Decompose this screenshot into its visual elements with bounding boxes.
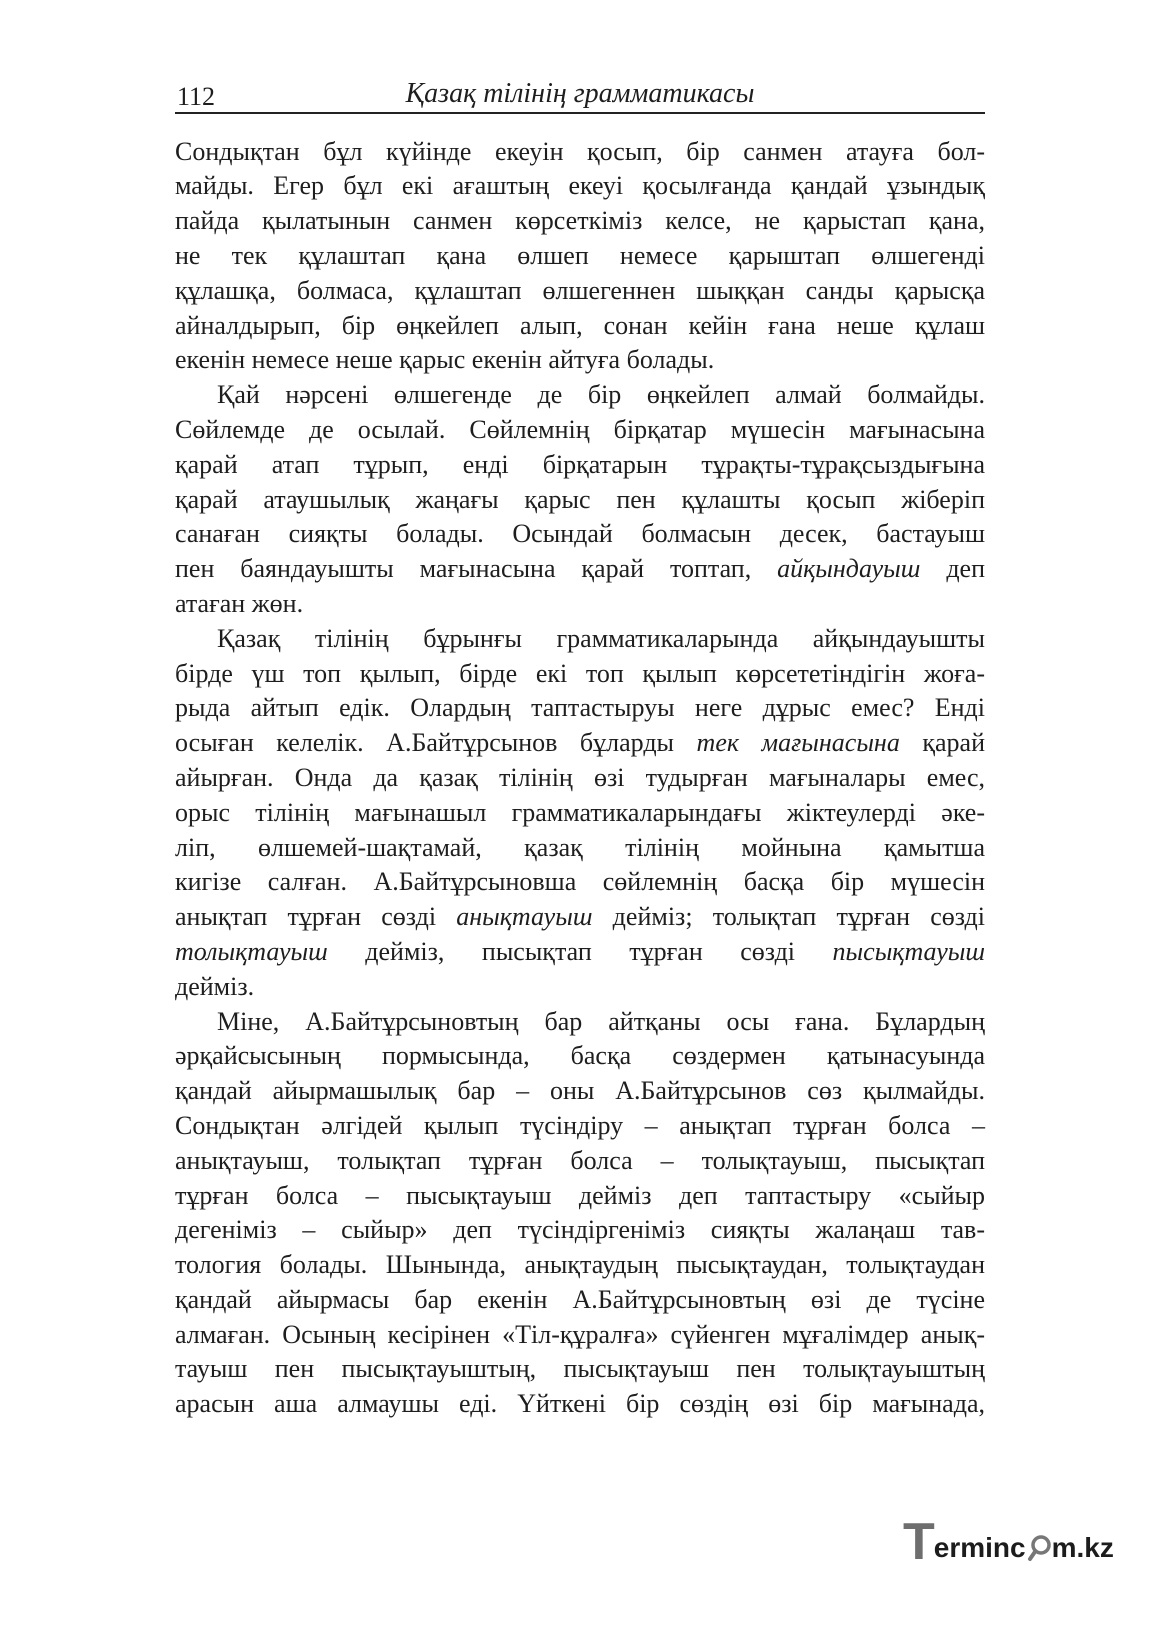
text-line: Сөйлемде де осылай. Сөйлемнің бірқатар мүшесін мағынасына [175, 414, 985, 444]
text-line: Міне, А.Байтұрсыновтың бар айтқаны осы ғана. Бұлардың [217, 1006, 985, 1036]
magnifier-icon [1027, 1533, 1051, 1568]
text-line: Қай нәрсені өлшегенде де бір өңкейлеп алмай болмайды. [217, 380, 985, 410]
text-line: Сондықтан әлгідей қылып түсіндіру – анықтап тұрған болса – [175, 1110, 985, 1140]
text-segment: осыған келелік. А.Байтұрсынов бұларды [175, 728, 697, 758]
text-line: не тек құлаштап қана өлшеп немесе қарыштап өлшегенді [175, 240, 985, 270]
emphasis-text: пысықтауыш [832, 936, 985, 966]
text-line: дейміз. [175, 971, 255, 1001]
text-line: кигізе салған. А.Байтұрсыновша сөйлемнің басқа бір мүшесін [175, 867, 985, 897]
text-line: арасын аша алмаушы еді. Үйткені бір сөздің өзі бір мағынада, [175, 1389, 985, 1419]
page-number: 112 [177, 82, 216, 111]
text-segment: қарай [899, 728, 985, 758]
text-line: тұрған болса – пысықтауыш дейміз деп таптастыру «сыйыр [175, 1180, 985, 1210]
emphasis-text: тек мағынасына [696, 728, 900, 758]
text-line: Қазақ тілінің бұрынғы грамматикаларында айқындауышты [217, 623, 985, 653]
text-line: бірде үш топ қылып, бірде екі топ қылып көрсететіндігін жоға- [175, 658, 985, 688]
text-line: Сондықтан бұл күйінде екеуін қосып, бір санмен атауға бол- [175, 136, 985, 166]
text-line: айырған. Онда да қазақ тілінің өзі тудырған мағыналары емес, [175, 762, 985, 792]
logo-domain: m.kz [1051, 1532, 1114, 1563]
watermark-logo [903, 1508, 1114, 1571]
paragraph [175, 622, 985, 1005]
paragraph [175, 135, 985, 379]
emphasis-text: анықтауыш [456, 902, 593, 932]
text-line: айналдырып, бір өңкейлеп алып, сонан кейін ғана неше құлаш [175, 310, 985, 340]
text-line [175, 726, 985, 761]
text-segment: анықтап тұрған сөзді [175, 902, 457, 932]
text-line: дегеніміз – сыйыр» деп түсіндіргеніміз сияқты жалаңаш тав- [175, 1215, 985, 1245]
text-line: майды. Егер бұл екі ағаштың екеуі қосылғанда қандай ұзындық [175, 171, 985, 201]
text-line: атаған жөн. [175, 588, 304, 618]
running-title: Қазақ тілінің грамматикасы [405, 78, 755, 109]
text-line: тология болады. Шынында, анықтаудың пысықтаудан, толықтаудан [175, 1250, 985, 1280]
text-line: ліп, өлшемей-шақтамай, қазақ тілінің мойнына қамытша [175, 832, 985, 862]
logo-text: erminc [933, 1532, 1026, 1563]
text-segment: дейміз, пысықтап тұрған сөзді [327, 936, 833, 966]
text-line: пайда қылатынын санмен көрсеткіміз келсе, не қарыстап қана, [175, 206, 985, 236]
text-segment: дейміз; толықтап тұрған сөзді [592, 902, 985, 932]
text-line: рыда айтып едік. Олардың таптастыруы неге дұрыс емес? Енді [175, 693, 985, 723]
text-line: қандай айырмашылық бар – оны А.Байтұрсынов сөз қылмайды. [175, 1076, 985, 1106]
text-line: тауыш пен пысықтауыштың, пысықтауыш пен толықтауыштың [175, 1354, 985, 1384]
text-segment: пен баяндауышты мағынасына қарай топтап, [175, 554, 778, 584]
running-header [175, 76, 985, 114]
text-line: екенін немесе неше қарыс екенін айтуға болады. [175, 345, 715, 375]
text-line: санаған сияқты болады. Осындай болмасын десек, бастауыш [175, 519, 985, 549]
text-line: орыс тілінің мағынашыл грамматикаларындағы жіктеулерді әке- [175, 797, 985, 827]
text-line: қарай атап тұрып, енді бірқатарын тұрақты-тұрақсыздығына [175, 449, 985, 479]
text-segment: деп [920, 554, 985, 584]
logo-letter-t: T [903, 1513, 935, 1571]
page-body [175, 135, 985, 1422]
text-line [175, 935, 985, 970]
paragraph [175, 1005, 985, 1423]
emphasis-text: айқындауыш [777, 554, 921, 584]
text-line: қандай айырмасы бар екенін А.Байтұрсыновтың өзі де түсіне [175, 1284, 985, 1314]
text-line [175, 552, 985, 587]
text-line: қарай атаушылық жаңағы қарыс пен құлашты қосып жіберіп [175, 484, 985, 514]
text-line [175, 900, 985, 935]
text-line: құлашқа, болмаса, құлаштап өлшегеннен шыққан санды қарысқа [175, 275, 985, 305]
paragraph [175, 378, 985, 622]
text-line: әрқайсысының пормысында, басқа сөздермен қатынасуында [175, 1041, 985, 1071]
text-line: анықтауыш, толықтап тұрған болса – толықтауыш, пысықтап [175, 1145, 985, 1175]
text-line: алмаған. Осының кесірінен «Тіл-құралға» сүйенген мұғалімдер анық- [175, 1319, 985, 1349]
emphasis-text: толықтауыш [175, 936, 328, 966]
